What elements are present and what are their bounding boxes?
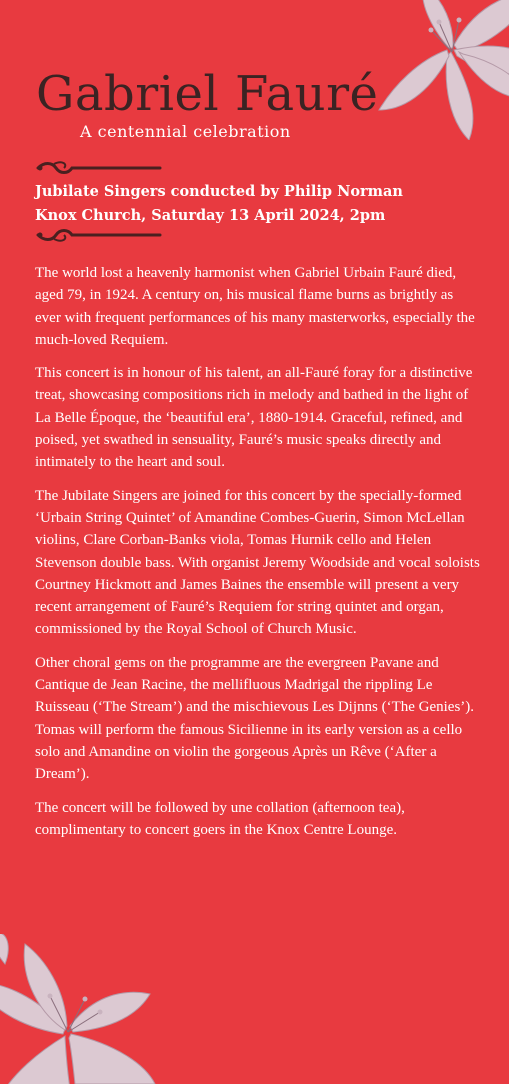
body-text: [35, 262, 480, 852]
lily-flower-icon: [359, 0, 509, 140]
lily-flower-icon: [0, 934, 185, 1084]
flourish-divider-icon: [34, 160, 164, 176]
paragraph: The Jubilate Singers are joined for this concert by the specially-formed ‘Urbain String Quintet’ of Amandine Combes-Guerin, Simon McLellan violins, Clare Corban-Banks viola, Tomas Hurnik cello and Helen Stevenson double bass. With organist Jeremy Woodside and vocal soloists Courtney Hickmott and James Baines the ensemble will present a very recent arrangement of Fauré’s Requiem for string quintet and organ, commissioned by the Royal School of Church Music.: [35, 487, 480, 638]
paragraph: This concert is in honour of his talent, an all-Fauré foray for a distinctive treat, showcasing compositions rich in melody and bathed in the light of La Belle Époque, the ‘beautiful era’, 1880-1914. Graceful, refined, and poised, yet swathed in sensuality, Fauré’s music speaks directly and intimately to the heart and soul.: [35, 365, 473, 471]
page-title: Gabriel Fauré: [36, 66, 379, 122]
event-details: [35, 180, 475, 228]
paragraph: Other choral gems on the programme are the evergreen Pavane and Cantique de Jean Racine, the mellifluous Madrigal the rippling Le Ruisseau (‘The Stream’) and the mischievous Les Dijnns (‘The Genies’). Tomas will perform the famous Sicilienne in its early version as a cello solo and Amandine on violin the gorgeous Après un Rêve (‘After a Dream’).: [35, 654, 475, 783]
paragraph: The concert will be followed by une collation (afternoon tea), complimentary to concert goers in the Knox Centre Lounge.: [35, 799, 405, 838]
event-venue-date: Knox Church, Saturday 13 April 2024, 2pm: [35, 207, 386, 224]
paragraph: The world lost a heavenly harmonist when Gabriel Urbain Fauré died, aged 79, in 1924. A century on, his musical flame burns as brightly as ever with frequent performances of his many masterworks, especially the much-loved Requiem.: [35, 265, 475, 348]
flourish-divider-icon: [34, 227, 164, 243]
event-performers: Jubilate Singers conducted by Philip Norman: [35, 183, 403, 200]
page-subtitle: A centennial celebration: [80, 122, 291, 141]
